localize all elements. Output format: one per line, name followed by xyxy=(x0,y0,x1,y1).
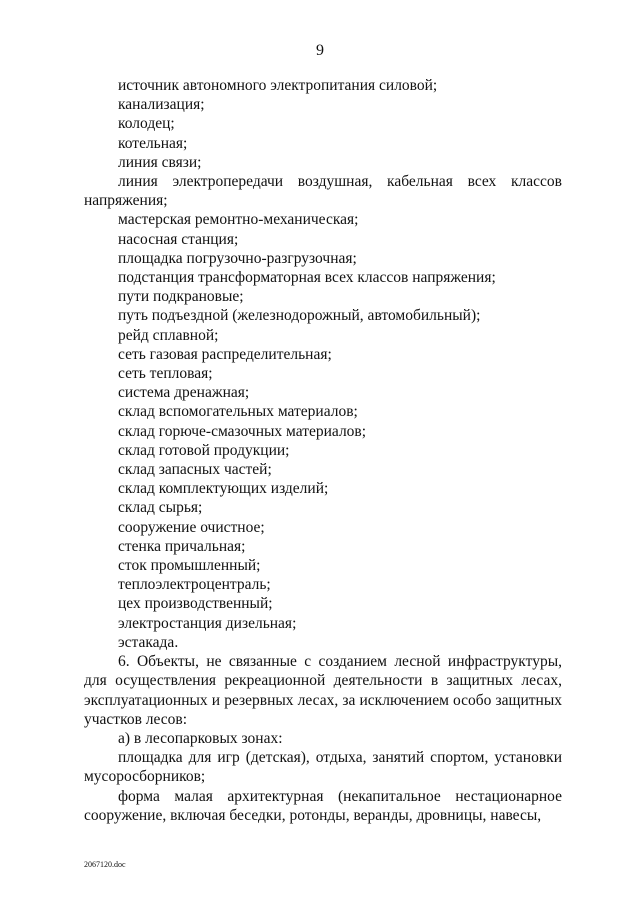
list-item: склад вспомогательных материалов; xyxy=(118,403,358,421)
list-item: склад готовой продукции; xyxy=(118,441,290,459)
list-item-architecture: форма малая архитектурная (некапитальное нестационарное сооружение, включая беседки, ротонды, веранды, дровницы, навесы, xyxy=(84,787,562,824)
list-item: рейд сплавной; xyxy=(118,326,219,344)
list-item: сеть тепловая; xyxy=(118,365,213,383)
footer-doc-name: 2067120.doc xyxy=(84,860,126,869)
list-item: склад горюче-смазочных материалов; xyxy=(118,422,367,440)
list-item: источник автономного электропитания силовой; xyxy=(118,77,438,94)
list-item: электростанция дизельная; xyxy=(118,614,297,632)
list-item-power-line: линия электропередачи воздушная, кабельная всех классов напряжения; xyxy=(84,173,562,210)
list-item: теплоэлектроцентраль; xyxy=(118,576,271,594)
list-item: котельная; xyxy=(118,134,188,152)
section-6-paragraph: 6. Объекты, не связанные с созданием лесной инфраструктуры, для осуществления рекреационной деятельности в защитных лесах, эксплуатационных и резервных лесах, за исключением особо защитных участков лесов: xyxy=(84,653,562,728)
list-item: эстакада. xyxy=(118,633,179,651)
page-number: 9 xyxy=(316,42,324,59)
list-item: площадка погрузочно-разгрузочная; xyxy=(118,249,357,267)
list-item: мастерская ремонтно-механическая; xyxy=(118,211,359,229)
list-item: сток промышленный; xyxy=(118,557,261,575)
list-item: сеть газовая распределительная; xyxy=(118,345,332,363)
list-item-playground: площадка для игр (детская), отдыха, занятий спортом, установки мусоросборников; xyxy=(84,749,562,786)
list-item: подстанция трансформаторная всех классов напряжения; xyxy=(118,269,496,287)
list-item: колодец; xyxy=(118,115,175,133)
list-item: склад сырья; xyxy=(118,499,203,517)
subsection-a-heading: а) в лесопарковых зонах: xyxy=(118,729,283,747)
document-body xyxy=(84,76,562,825)
list-item: склад запасных частей; xyxy=(118,461,272,479)
list-item: линия связи; xyxy=(118,153,202,171)
list-item: пути подкрановые; xyxy=(118,288,244,306)
list-item: склад комплектующих изделий; xyxy=(118,480,329,498)
list-item: путь подъездной (железнодорожный, автомобильный); xyxy=(118,307,481,325)
list-item: канализация; xyxy=(118,96,205,114)
list-item: сооружение очистное; xyxy=(118,518,265,536)
list-item: цех производственный; xyxy=(118,595,273,613)
list-item: система дренажная; xyxy=(118,384,250,402)
list-item: насосная станция; xyxy=(118,230,239,248)
list-item: стенка причальная; xyxy=(118,537,246,555)
